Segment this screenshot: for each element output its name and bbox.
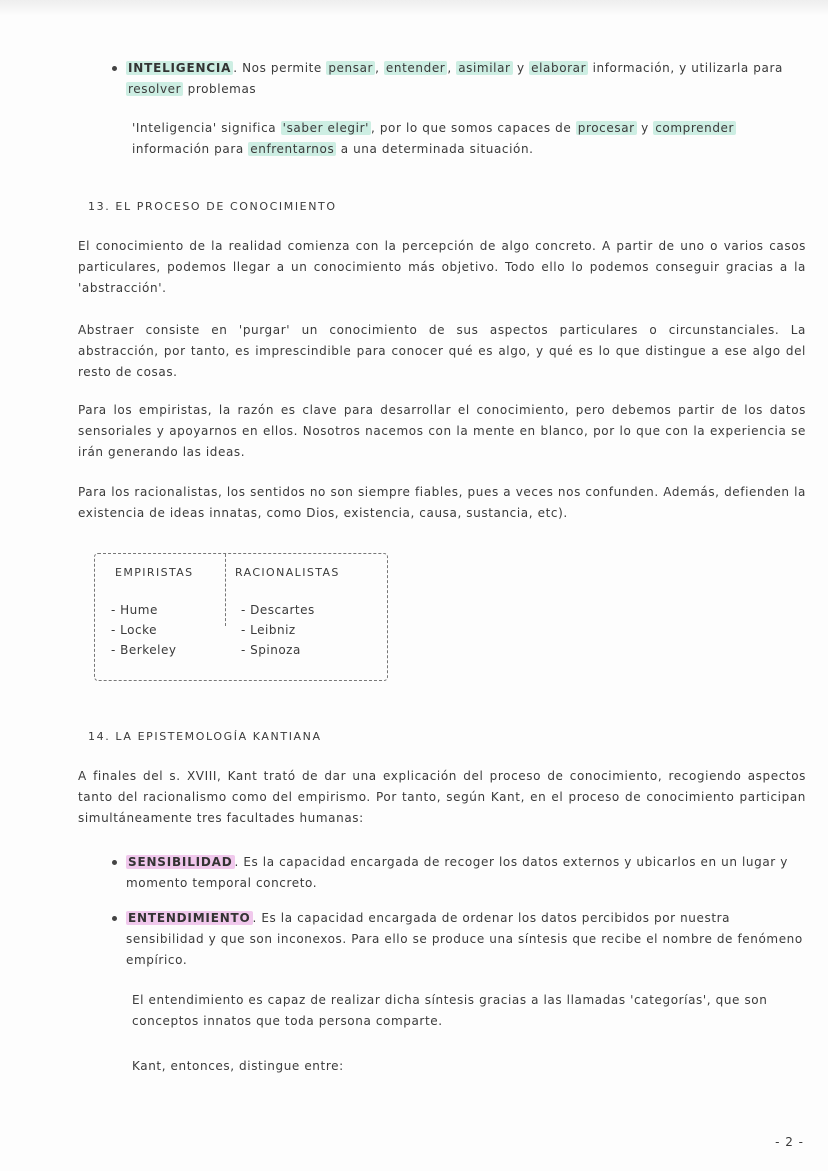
bullet-text: [112, 908, 806, 971]
kant-distingue-line: Kant, entonces, distingue entre:: [132, 1059, 344, 1073]
empiristas-list: [111, 600, 176, 660]
bullet-text: [112, 852, 806, 894]
empiristas-header: EMPIRISTAS: [115, 566, 194, 579]
section-13-paragraph-2: Abstraer consiste en 'purgar' un conocimiento de sus aspectos particulares o circunstanciales. La abstracción, por tanto, es imprescindible para conocer qué es algo, y qué es lo que distingue a ese algo del resto de cosas.: [78, 323, 806, 379]
text-segment: . Nos permite: [233, 61, 327, 75]
list-item: - Leibniz: [241, 620, 315, 640]
list-item: - Hume: [111, 600, 176, 620]
highlight-resolver: resolver: [128, 82, 182, 96]
table-divider: [225, 554, 226, 626]
text-segment: 'Inteligencia' significa: [132, 121, 281, 135]
highlight-procesar: procesar: [577, 121, 635, 135]
term-entendimiento: ENTENDIMIENTO: [128, 911, 251, 925]
bullet-sensibilidad: [112, 852, 806, 894]
bullet-dot: [112, 66, 117, 71]
bullet-entendimiento: [112, 908, 806, 971]
highlight-asimilar: asimilar: [458, 61, 511, 75]
section-13-paragraph-1: El conocimiento de la realidad comienza con la percepción de algo concreto. A partir de uno o varios casos particulares, podemos llegar a un conocimiento más objetivo. Todo ello lo podemos conseguir gracias a la 'abstracción'.: [78, 239, 806, 295]
entendimiento-paragraph: El entendimiento es capaz de realizar dicha síntesis gracias a las llamadas 'categorías', que son conceptos innatos que toda persona comparte.: [132, 993, 768, 1028]
highlight-entender: entender: [385, 61, 446, 75]
section-14-paragraph-1: A finales del s. XVIII, Kant trató de dar una explicación del proceso de conocimiento, recogiendo aspectos tanto del racionalismo como del empirismo. Por tanto, según Kant, en el proceso de conocimiento participan simultáneamente tres facultades humanas:: [78, 769, 806, 825]
highlight-pensar: pensar: [328, 61, 374, 75]
bullet-dot: [112, 860, 117, 865]
term-inteligencia: INTELIGENCIA: [128, 61, 232, 75]
section-13-paragraph-3: Para los empiristas, la razón es clave para desarrollar el conocimiento, pero debemos partir de los datos sensoriales y apoyarnos en ellos. Nosotros nacemos con la mente en blanco, por lo que con la experiencia se irán generando las ideas.: [78, 403, 806, 459]
inteligencia-definition: [132, 118, 804, 160]
section-14-heading: 14. LA EPISTEMOLOGÍA KANTIANA: [88, 730, 322, 743]
text-segment: ,: [375, 61, 384, 75]
highlight-elaborar: elaborar: [531, 61, 587, 75]
term-sensibilidad: SENSIBILIDAD: [128, 855, 233, 869]
section-13-paragraph-4: Para los racionalistas, los sentidos no son siempre fiables, pues a veces nos confunden. Además, defienden la existencia de ideas innatas, como Dios, existencia, causa, sustancia, etc).: [78, 485, 806, 520]
bullet-inteligencia: [112, 58, 806, 100]
text-segment: a una determinada situación.: [336, 142, 534, 156]
bullet-dot: [112, 916, 117, 921]
list-item: - Berkeley: [111, 640, 176, 660]
text-segment: y: [636, 121, 654, 135]
list-item: - Descartes: [241, 600, 315, 620]
racionalistas-list: [241, 600, 315, 660]
text-segment: y: [512, 61, 530, 75]
page-number: - 2 -: [775, 1135, 804, 1149]
bullet-text: [112, 58, 806, 100]
text-segment: . Es la capacidad encargada de ordenar los datos percibidos por nuestra sensibilidad y que son inconexos. Para ello se produce una síntesis que recibe el nombre de fenómeno empírico.: [126, 911, 803, 967]
highlight-enfrentarnos: enfrentarnos: [250, 142, 335, 156]
text-segment: ,: [447, 61, 457, 75]
text-segment: problemas: [183, 82, 257, 96]
section-13-heading: 13. EL PROCESO DE CONOCIMIENTO: [88, 200, 337, 213]
text-segment: . Es la capacidad encargada de recoger los datos externos y ubicarlos en un lugar y momento temporal concreto.: [126, 855, 788, 890]
highlight-comprender: comprender: [655, 121, 735, 135]
text-segment: información, y utilizarla para: [588, 61, 783, 75]
racionalistas-header: RACIONALISTAS: [235, 566, 340, 579]
highlight-saber-elegir: 'saber elegir': [282, 121, 370, 135]
list-item: - Locke: [111, 620, 176, 640]
text-segment: información para: [132, 142, 249, 156]
list-item: - Spinoza: [241, 640, 315, 660]
text-segment: , por lo que somos capaces de: [371, 121, 576, 135]
page-top-edge: [0, 0, 828, 16]
empiristas-racionalistas-table: [94, 553, 388, 681]
